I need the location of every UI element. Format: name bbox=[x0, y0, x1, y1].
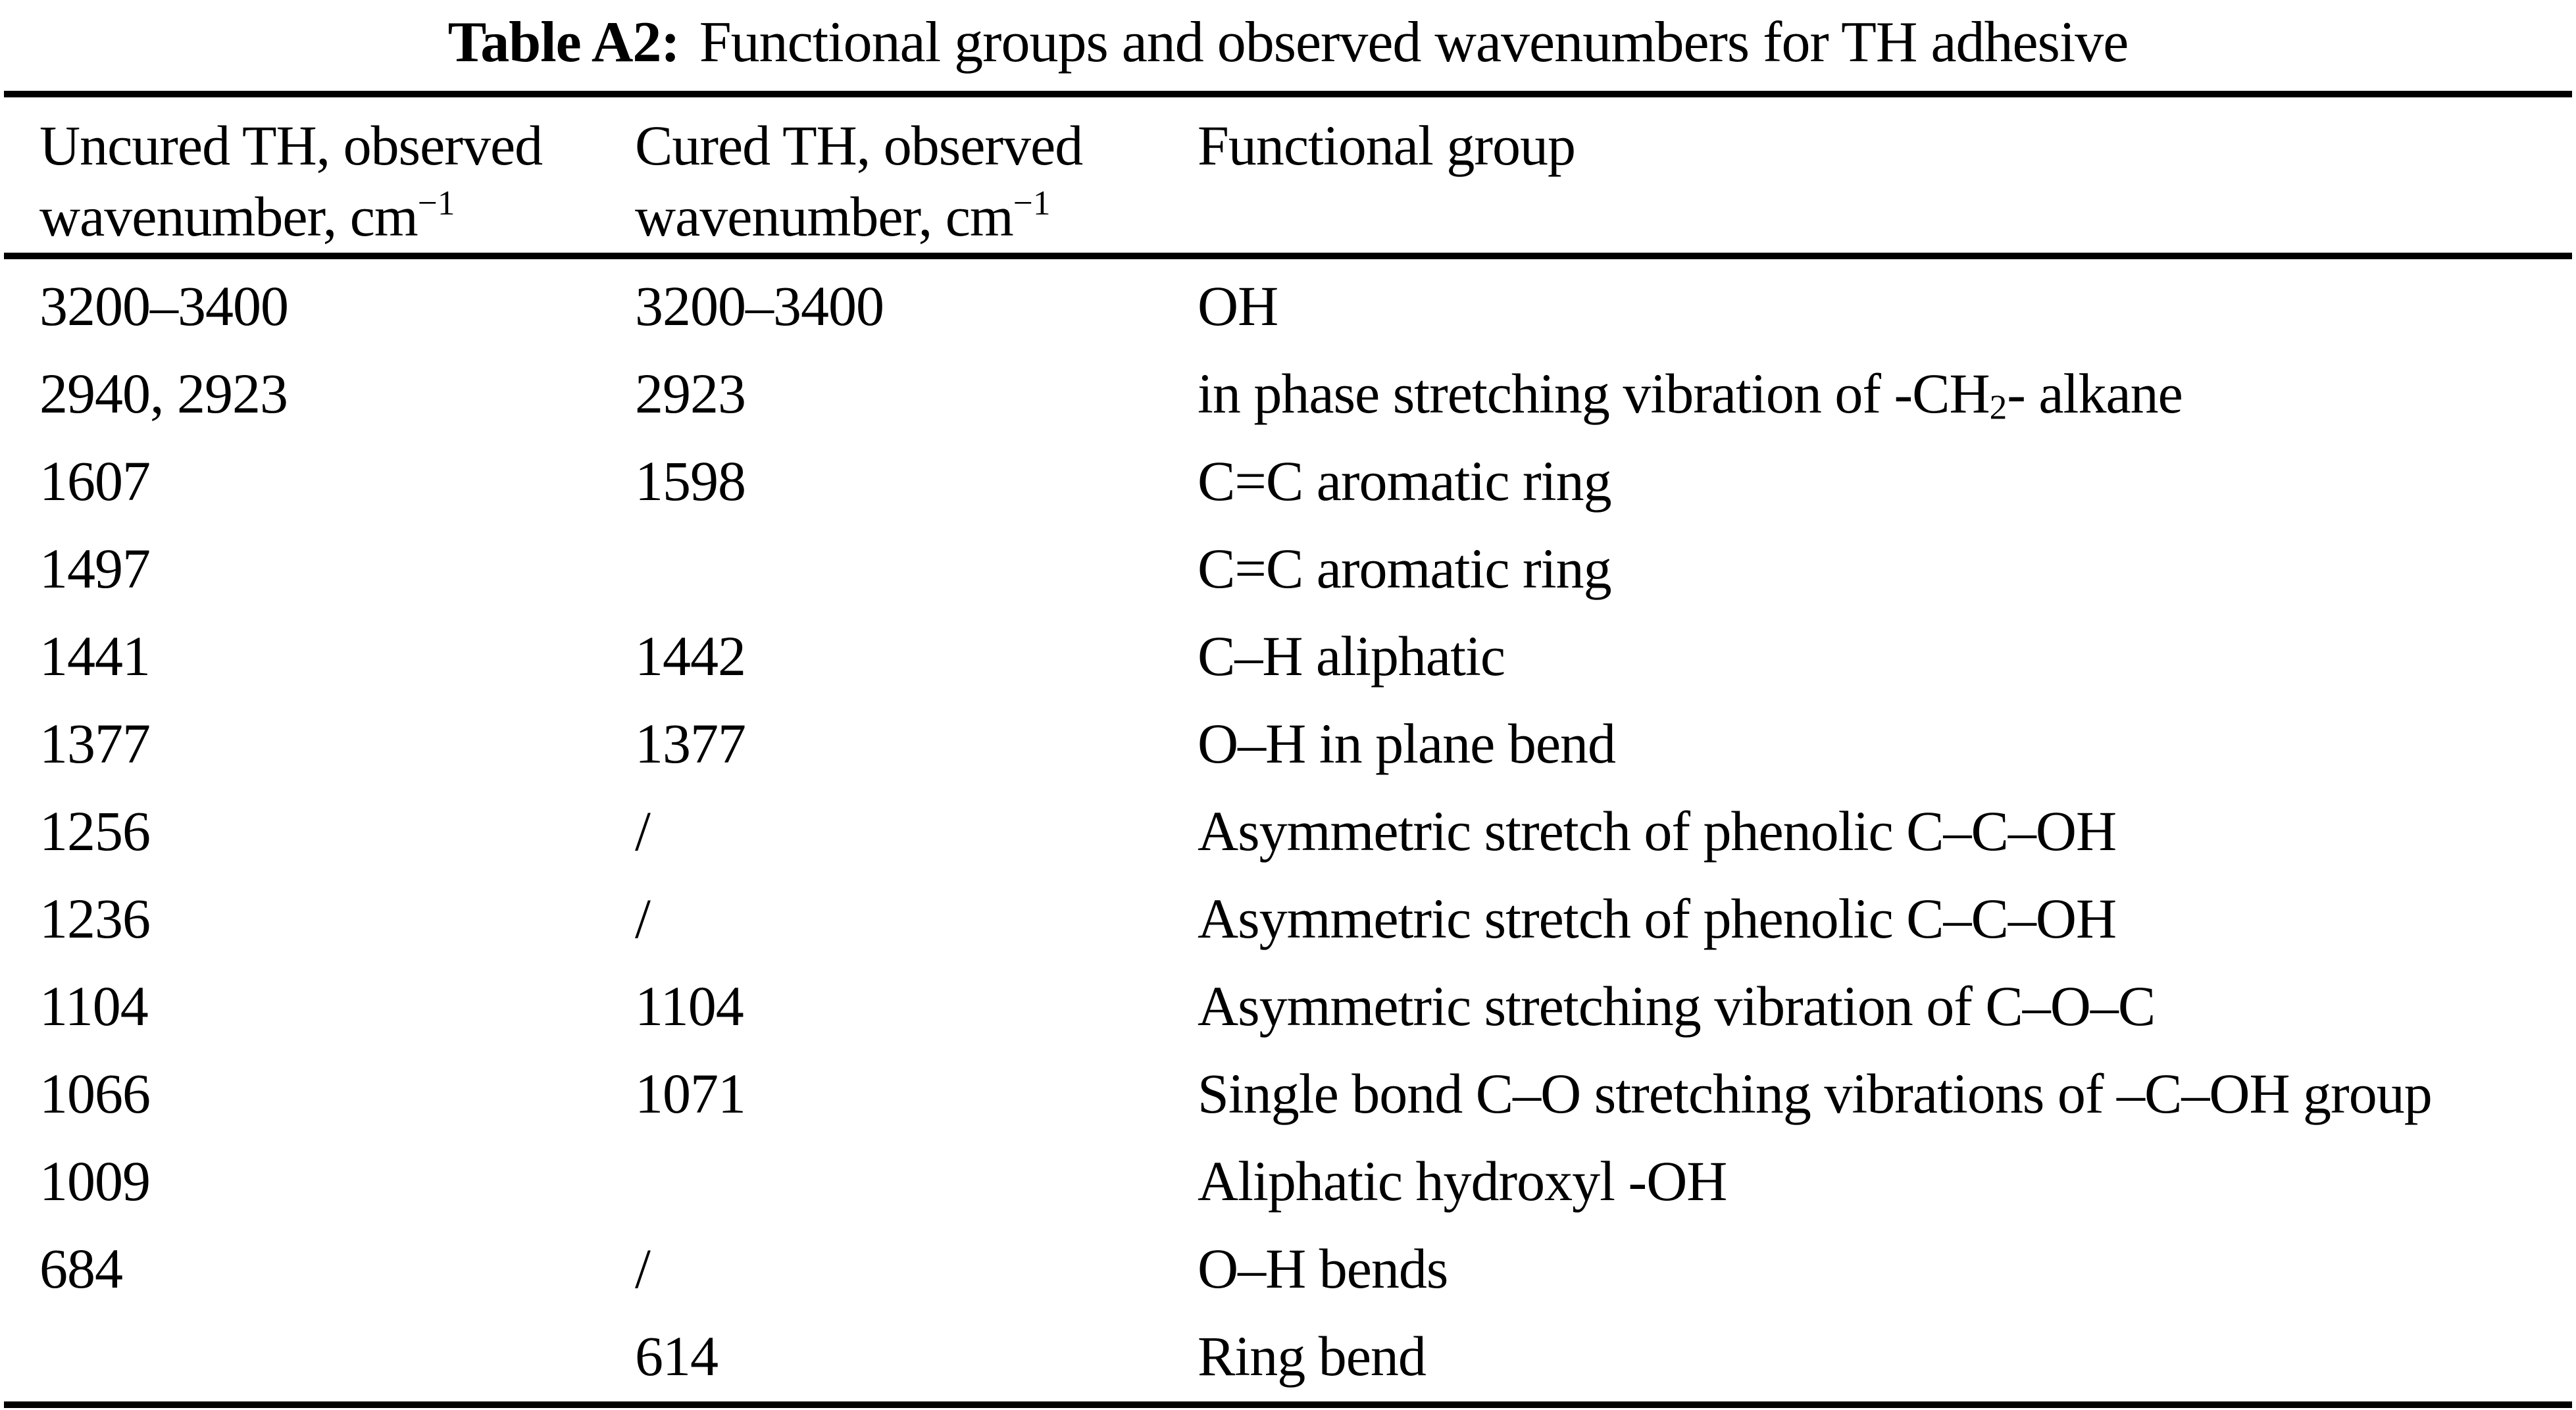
header-uncured-line2: wavenumber, cm bbox=[39, 184, 418, 248]
cured-value: 3200–3400 bbox=[635, 274, 884, 338]
header-functional-group bbox=[1198, 111, 2569, 252]
uncured-value: 2940, 2923 bbox=[39, 361, 288, 425]
header-cured-superscript: −1 bbox=[1013, 182, 1051, 222]
uncured-value: 684 bbox=[39, 1236, 122, 1300]
cured-value: 1071 bbox=[635, 1061, 745, 1125]
table-row bbox=[39, 1312, 2569, 1399]
table-caption bbox=[0, 9, 2576, 76]
header-uncured bbox=[39, 111, 635, 252]
cured-value: 1104 bbox=[635, 974, 744, 1038]
table-bottom-rule bbox=[4, 1401, 2572, 1408]
header-functional-group-label: Functional group bbox=[1198, 114, 1575, 177]
table-row bbox=[39, 612, 2569, 699]
table-row bbox=[39, 699, 2569, 787]
functional-group-value: Asymmetric stretching vibration of C–O–C bbox=[1198, 974, 2156, 1038]
cured-value: 1377 bbox=[635, 711, 745, 775]
cured-value: 1442 bbox=[635, 624, 745, 688]
table-row bbox=[39, 787, 2569, 874]
uncured-value: 1009 bbox=[39, 1149, 150, 1213]
functional-group-value: O–H bends bbox=[1198, 1236, 1448, 1300]
cured-value: 2923 bbox=[635, 361, 745, 425]
functional-group-value bbox=[1198, 361, 2569, 426]
uncured-value: 3200–3400 bbox=[39, 274, 288, 338]
table-row bbox=[39, 1137, 2569, 1224]
functional-group-value: C–H aliphatic bbox=[1198, 624, 1505, 688]
table-row bbox=[39, 349, 2569, 437]
table-header-rule bbox=[4, 253, 2572, 259]
uncured-value: 1497 bbox=[39, 536, 150, 600]
table-row bbox=[39, 874, 2569, 962]
uncured-value: 1256 bbox=[39, 799, 150, 863]
group-text-post: - alkane bbox=[2007, 361, 2183, 425]
cured-value: / bbox=[635, 1236, 650, 1300]
uncured-value: 1441 bbox=[39, 624, 150, 688]
table-row bbox=[39, 1049, 2569, 1137]
table-row bbox=[39, 962, 2569, 1049]
table-top-rule bbox=[4, 91, 2572, 97]
table-row bbox=[39, 437, 2569, 524]
functional-group-value: C=C aromatic ring bbox=[1198, 536, 1611, 600]
header-cured bbox=[635, 111, 1198, 252]
header-cured-line1: Cured TH, observed bbox=[635, 114, 1083, 177]
cured-value: / bbox=[635, 886, 650, 950]
uncured-value: 1104 bbox=[39, 974, 148, 1038]
cured-value: / bbox=[635, 799, 650, 863]
cured-value: 1598 bbox=[635, 449, 745, 513]
uncured-value: 1066 bbox=[39, 1061, 150, 1125]
uncured-value: 1377 bbox=[39, 711, 150, 775]
table-header-row bbox=[39, 111, 2569, 252]
group-subscript: 2 bbox=[1989, 387, 2008, 427]
functional-group-value: Asymmetric stretch of phenolic C–C–OH bbox=[1198, 799, 2117, 863]
group-text-pre: in phase stretching vibration of -CH bbox=[1198, 361, 1990, 425]
table-caption-text: Functional groups and observed wavenumbers for TH adhesive bbox=[699, 11, 2129, 74]
functional-group-value: OH bbox=[1198, 274, 1278, 338]
functional-group-value: Aliphatic hydroxyl -OH bbox=[1198, 1149, 1727, 1213]
functional-group-value: O–H in plane bend bbox=[1198, 711, 1616, 775]
cured-value: 614 bbox=[635, 1324, 718, 1388]
header-cured-line2: wavenumber, cm bbox=[635, 184, 1013, 248]
table-row bbox=[39, 524, 2569, 612]
table-body bbox=[39, 262, 2569, 1399]
uncured-value: 1607 bbox=[39, 449, 150, 513]
table-caption-label: Table A2: bbox=[447, 11, 680, 74]
functional-group-value: Single bond C–O stretching vibrations of –C–OH group bbox=[1198, 1061, 2432, 1125]
header-uncured-line1: Uncured TH, observed bbox=[39, 114, 543, 177]
uncured-value: 1236 bbox=[39, 886, 150, 950]
table-row bbox=[39, 262, 2569, 349]
table-row bbox=[39, 1224, 2569, 1312]
header-uncured-superscript: −1 bbox=[417, 182, 455, 222]
functional-group-value: Ring bend bbox=[1198, 1324, 1426, 1388]
functional-group-value: Asymmetric stretch of phenolic C–C–OH bbox=[1198, 886, 2117, 950]
functional-group-value: C=C aromatic ring bbox=[1198, 449, 1611, 513]
